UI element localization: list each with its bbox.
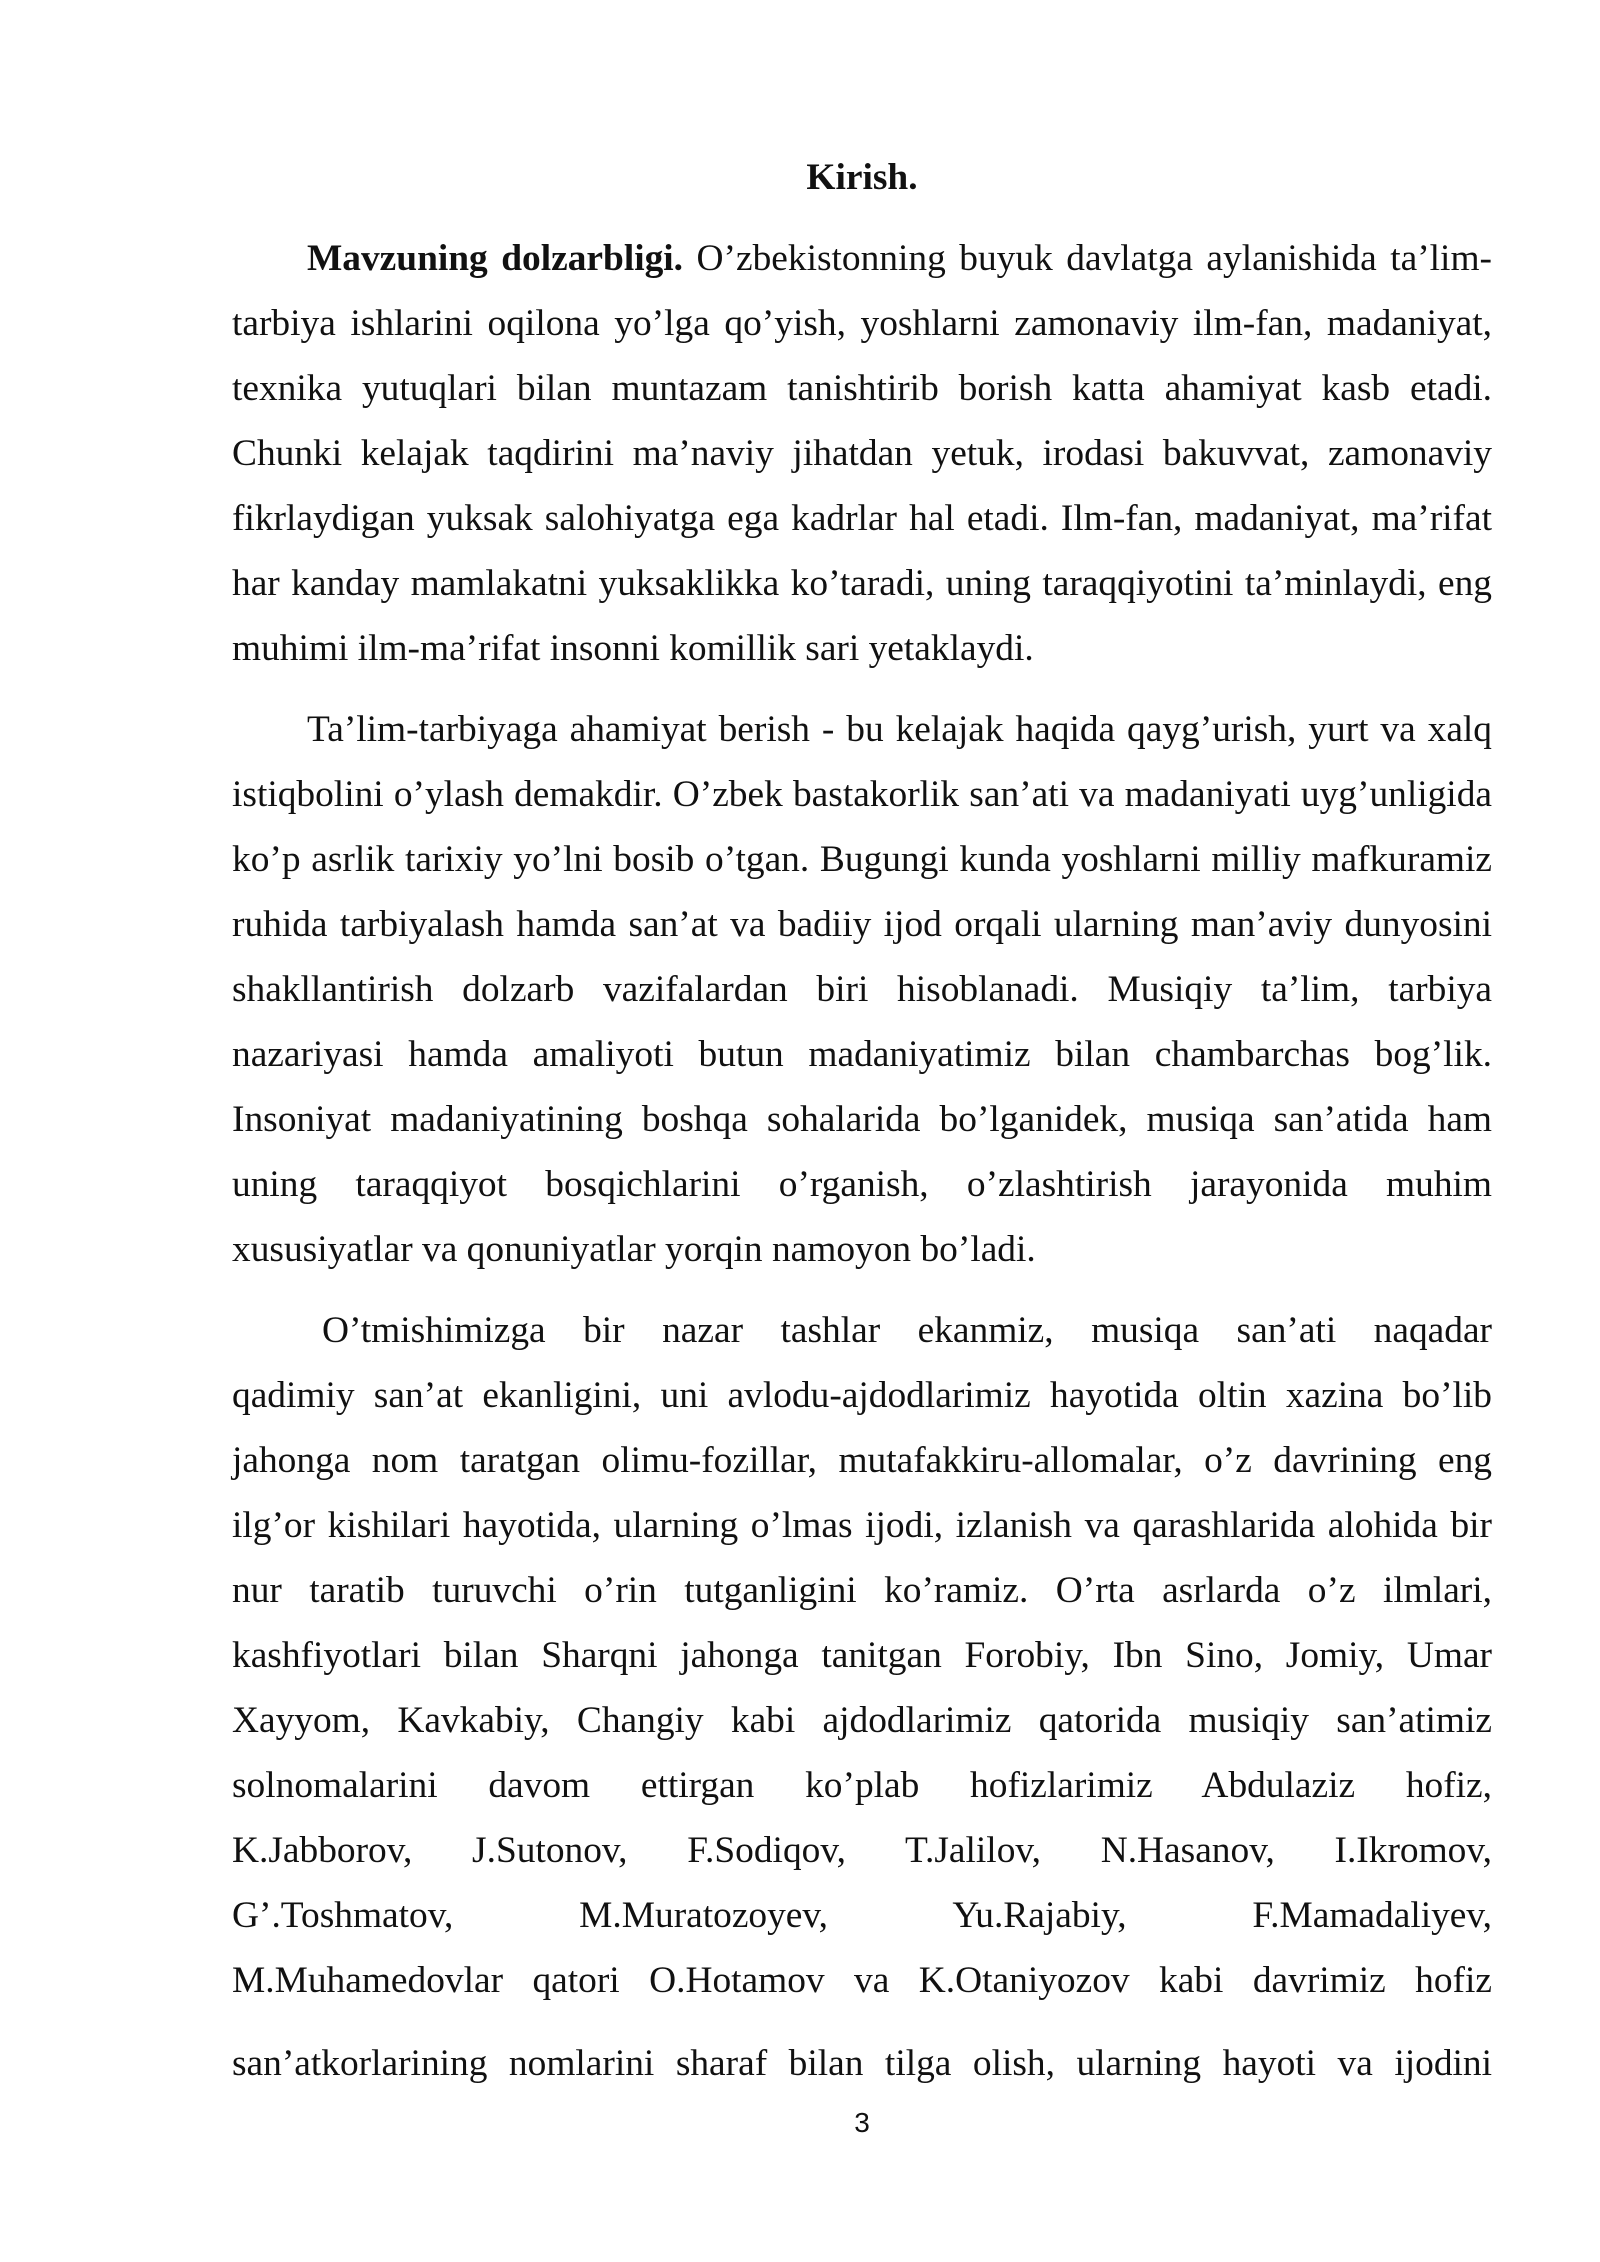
paragraph-relevance xyxy=(232,226,1492,681)
paragraph-line: M.Muhamedovlar qatori O.Hotamov va K.Otaniyozov kabi davrimiz hofiz xyxy=(232,1960,1492,2001)
paragraph-line: xususiyatlar va qonuniyatlar yorqin namoyon bo’ladi. xyxy=(232,1229,1036,1270)
paragraph-line: uning taraqqiyot bosqichlarini o’rganish, o’zlashtirish jarayonida muhim xyxy=(232,1164,1492,1205)
page-number: 3 xyxy=(854,2107,870,2138)
page-title: Kirish. xyxy=(806,157,918,198)
paragraph-line: G’.Toshmatov, M.Muratozoyev, Yu.Rajabiy, F.Mamadaliyev, xyxy=(232,1895,1492,1936)
paragraph-history xyxy=(232,1298,1492,2096)
paragraph-line: kashfiyotlari bilan Sharqni jahonga tanitgan Forobiy, Ibn Sino, Jomiy, Umar xyxy=(232,1635,1492,1676)
paragraph-education xyxy=(232,697,1492,1282)
paragraph-line: texnika yutuqlari bilan muntazam tanishtirib borish katta ahamiyat kasb etadi. xyxy=(232,368,1492,409)
paragraph-line: O’tmishimizga bir nazar tashlar ekanmiz, musiqa san’ati naqadar xyxy=(322,1310,1492,1351)
section-lead-heading: Mavzuning dolzarbligi. xyxy=(307,238,684,279)
paragraph-line: ko’p asrlik tarixiy yo’lni bosib o’tgan. Bugungi kunda yoshlarni milliy mafkuramiz xyxy=(232,839,1492,880)
paragraph-line: Chunki kelajak taqdirini ma’naviy jihatdan yetuk, irodasi bakuvvat, zamonaviy xyxy=(232,433,1492,474)
paragraph-line: ilg’or kishilari hayotida, ularning o’lmas ijodi, izlanish va qarashlarida alohida bir xyxy=(232,1505,1492,1546)
paragraph-line-text: O’zbekistonning buyuk davlatga aylanishida ta’lim- xyxy=(696,238,1492,279)
paragraph-line: fikrlaydigan yuksak salohiyatga ega kadrlar hal etadi. Ilm-fan, madaniyat, ma’rifat xyxy=(232,498,1492,539)
paragraph-line: K.Jabborov, J.Sutonov, F.Sodiqov, T.Jalilov, N.Hasanov, I.Ikromov, xyxy=(232,1830,1492,1871)
paragraph-line xyxy=(232,226,1492,291)
paragraph-line: solnomalarini davom ettirgan ko’plab hofizlarimiz Abdulaziz hofiz, xyxy=(232,1765,1492,1806)
paragraph-line: har kanday mamlakatni yuksaklikka ko’taradi, uning taraqqiyotini ta’minlaydi, eng xyxy=(232,563,1492,604)
paragraph-line: jahonga nom taratgan olimu-fozillar, mutafakkiru-allomalar, o’z davrining eng xyxy=(232,1440,1492,1481)
paragraph-line: san’atkorlarining nomlarini sharaf bilan tilga olish, ularning hayoti va ijodini xyxy=(232,2043,1492,2084)
paragraph-line: ruhida tarbiyalash hamda san’at va badiiy ijod orqali ularning man’aviy dunyosini xyxy=(232,904,1492,945)
paragraph-line: Insoniyat madaniyatining boshqa sohalarida bo’lganidek, musiqa san’atida ham xyxy=(232,1099,1492,1140)
document-page xyxy=(232,145,1492,2112)
paragraph-line: nur taratib turuvchi o’rin tutganligini ko’ramiz. O’rta asrlarda o’z ilmlari, xyxy=(232,1570,1492,1611)
paragraph-line: Ta’lim-tarbiyaga ahamiyat berish - bu kelajak haqida qayg’urish, yurt va xalq xyxy=(307,709,1492,750)
paragraph-line: qadimiy san’at ekanligini, uni avlodu-ajdodlarimiz hayotida oltin xazina bo’lib xyxy=(232,1375,1492,1416)
paragraph-line: muhimi ilm-ma’rifat insonni komillik sari yetaklaydi. xyxy=(232,628,1034,669)
paragraph-line: nazariyasi hamda amaliyoti butun madaniyatimiz bilan chambarchas bog’lik. xyxy=(232,1034,1492,1075)
paragraph-line: shakllantirish dolzarb vazifalardan biri hisoblanadi. Musiqiy ta’lim, tarbiya xyxy=(232,969,1492,1010)
paragraph-line: tarbiya ishlarini oqilona yo’lga qo’yish, yoshlarni zamonaviy ilm-fan, madaniyat, xyxy=(232,303,1492,344)
paragraph-line: Xayyom, Kavkabiy, Changiy kabi ajdodlarimiz qatorida musiqiy san’atimiz xyxy=(232,1700,1492,1741)
paragraph-line: istiqbolini o’ylash demakdir. O’zbek bastakorlik san’ati va madaniyati uyg’unligida xyxy=(232,774,1492,815)
